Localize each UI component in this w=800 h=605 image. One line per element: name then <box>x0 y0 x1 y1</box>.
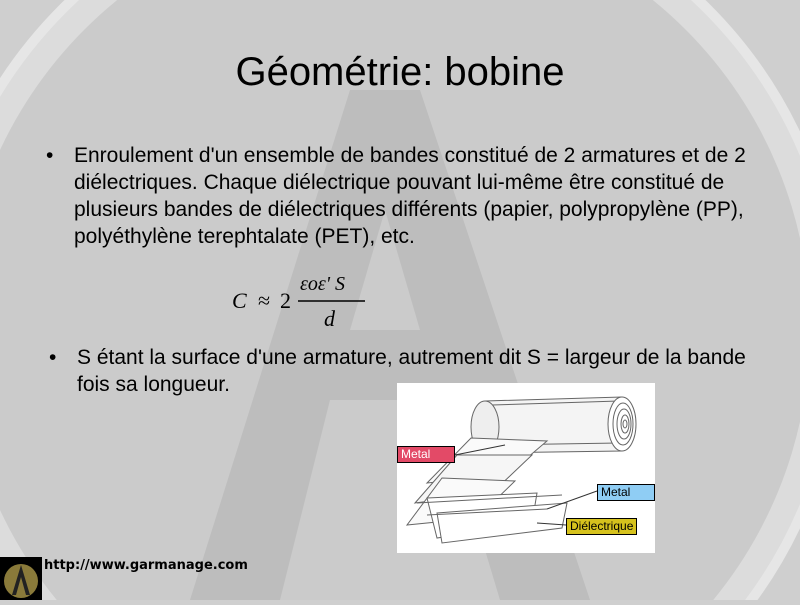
label-metal-right: Metal <box>597 484 655 501</box>
formula-lhs: C <box>232 288 247 313</box>
footer-url[interactable]: http://www.garmanage.com <box>44 558 248 573</box>
formula-coef: 2 <box>280 288 291 313</box>
bullet-text: Enroulement d'un ensemble de bandes constitué de 2 armatures et de 2 diélectriques. Chaque diélectrique pouvant lui-même être constitué de plusieurs bandes de diélectriques différents (papier, polypropylène (PP), polyéthylène terephtalate (PET), etc. <box>74 144 746 248</box>
logo-icon <box>0 557 42 600</box>
bullet-dot: • <box>49 346 57 369</box>
slide-title: Géométrie: bobine <box>235 50 565 94</box>
rolled-capacitor-figure <box>397 383 655 553</box>
formula-numerator: εoε' S <box>300 273 346 295</box>
formula-approx: ≈ <box>258 288 271 313</box>
bullet-item <box>46 142 774 250</box>
label-metal-top: Metal <box>397 446 455 463</box>
label-dielectric: Diélectrique <box>566 518 637 535</box>
formula-denominator: d <box>324 306 335 331</box>
bullet-dot: • <box>46 144 54 167</box>
capacitance-formula <box>230 270 380 332</box>
company-logo <box>0 557 42 600</box>
bullet-text: S étant la surface d'une armature, autrement dit S = largeur de la bande fois sa longueur. <box>77 346 746 396</box>
